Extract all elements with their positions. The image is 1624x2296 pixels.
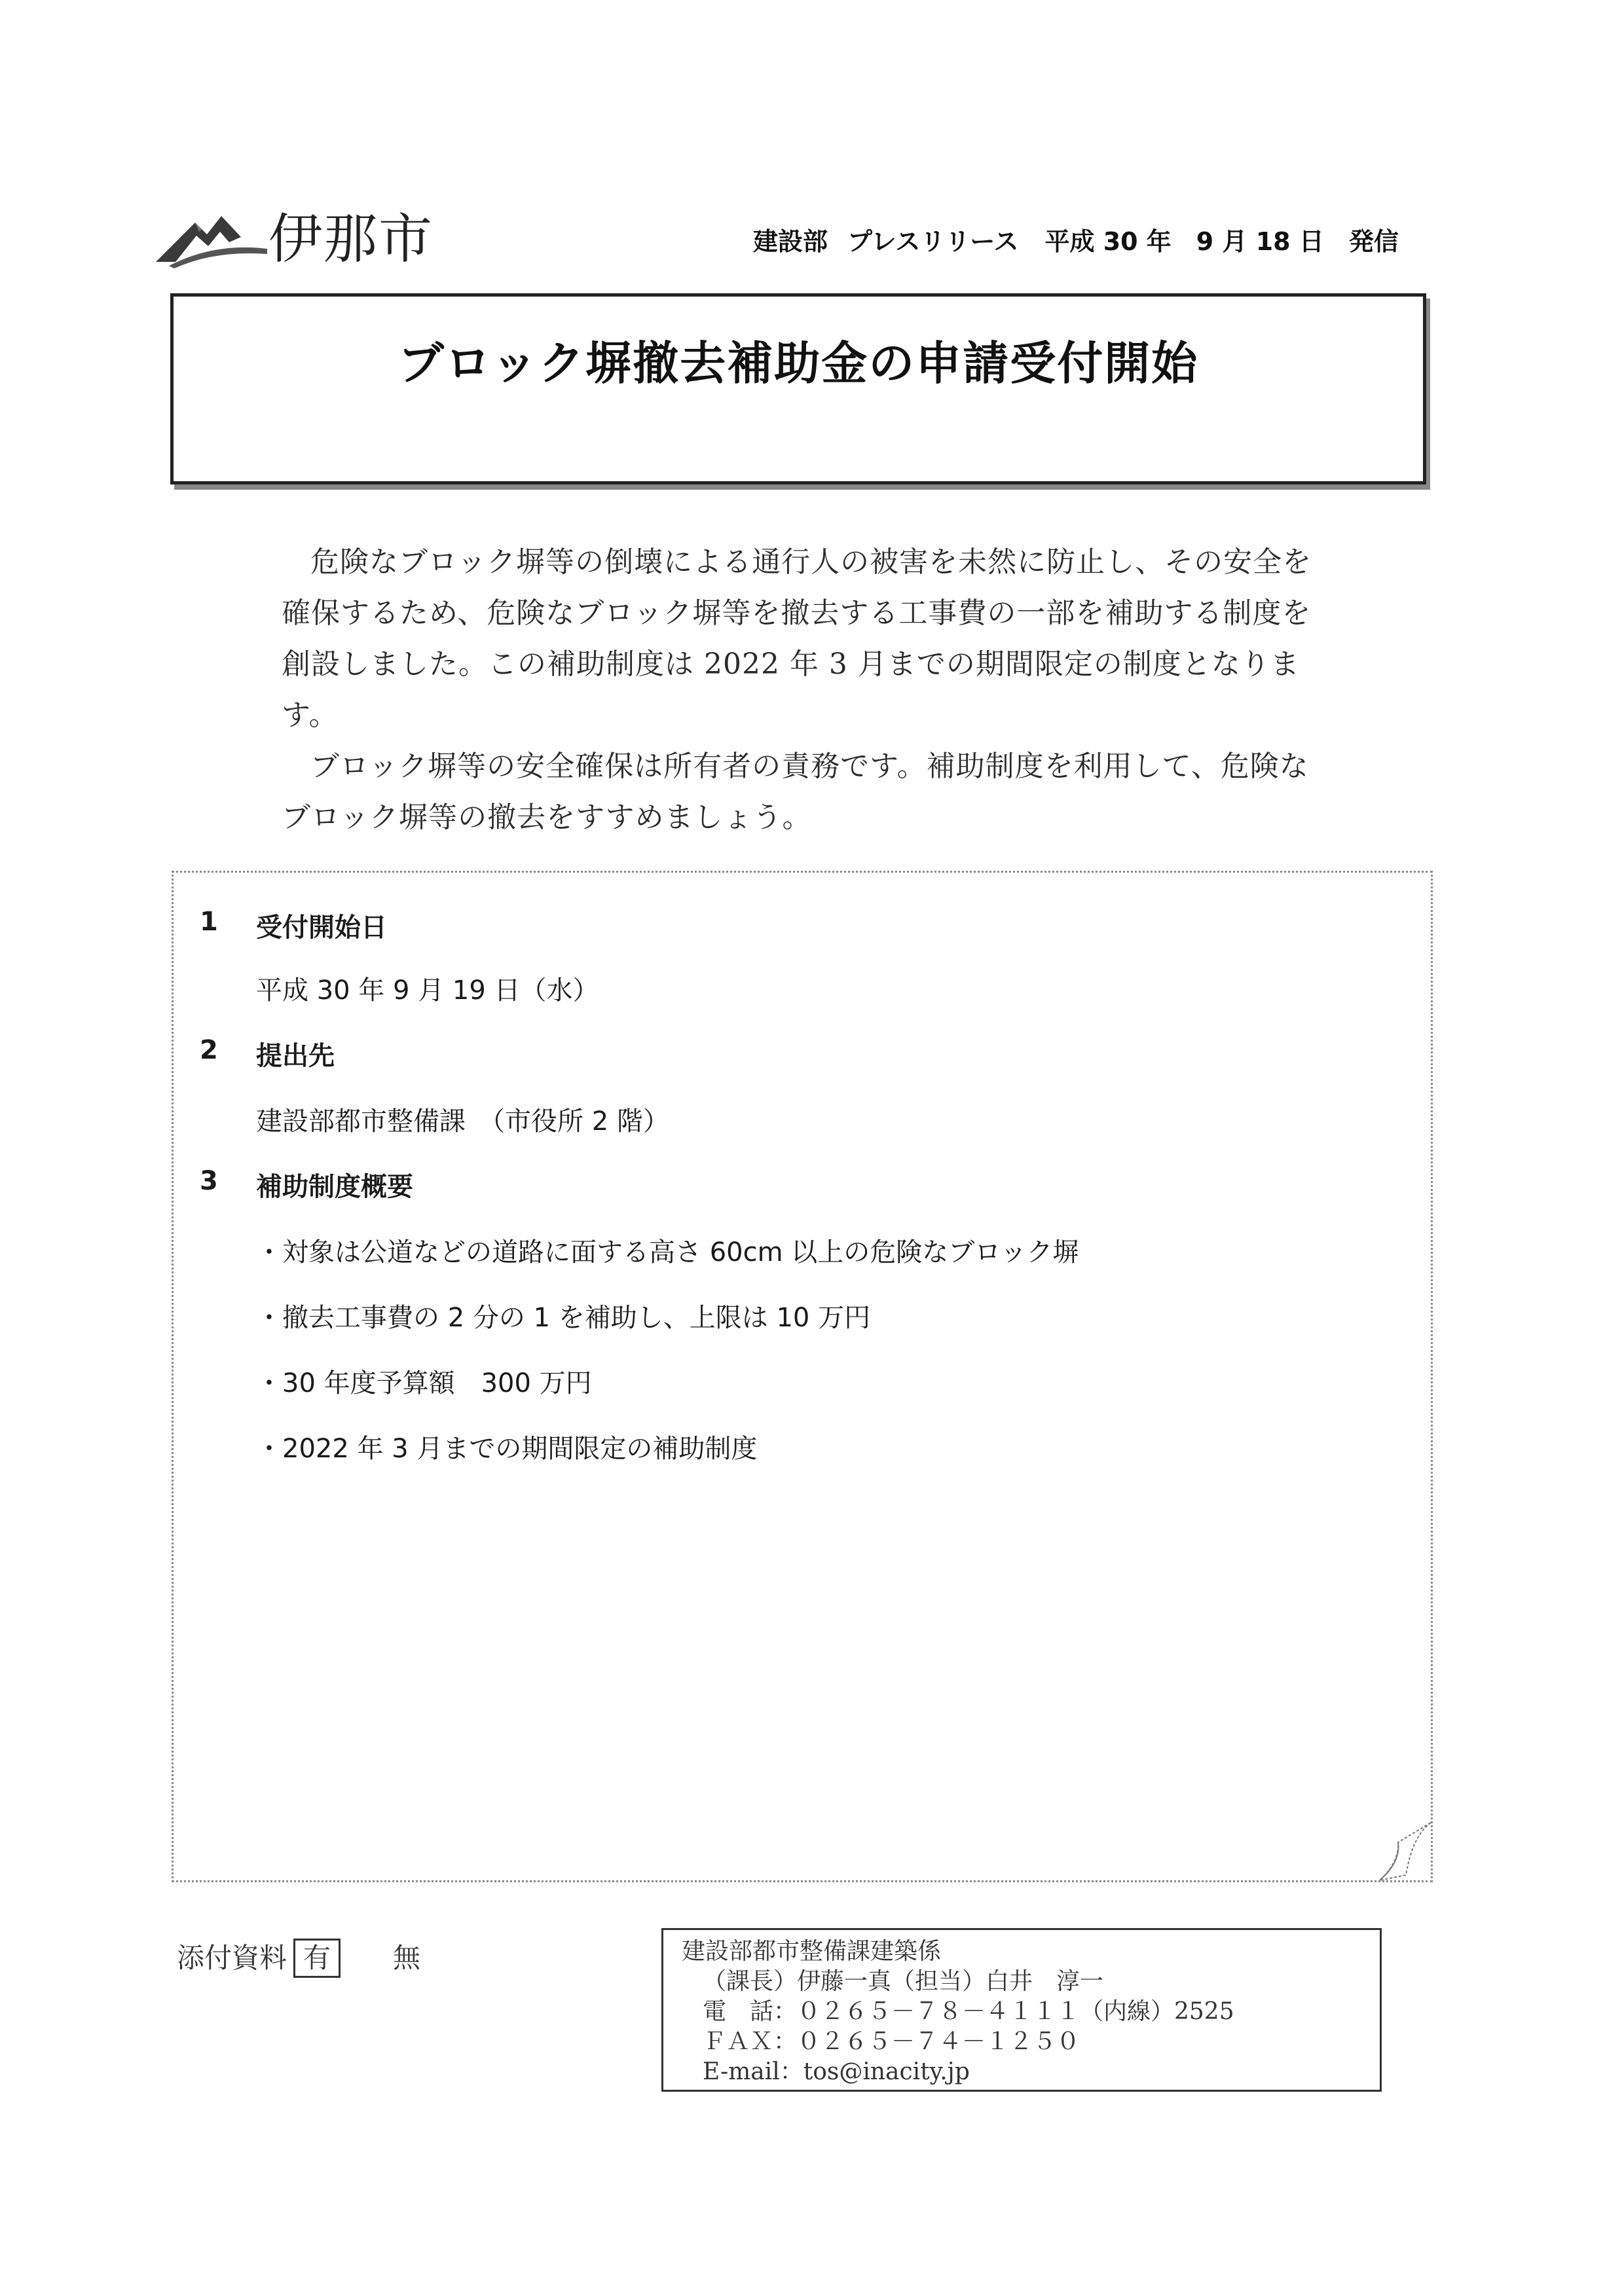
- attachment-yes: 有: [293, 1939, 341, 1978]
- section-1-title: 受付開始日: [256, 913, 387, 943]
- section-2-number: 2: [200, 1035, 218, 1065]
- section-2-title: 提出先: [256, 1041, 335, 1071]
- intro-paragraph-1: 危険なブロック塀等の倒壊による通行人の被害を未然に防止し、その安全を確保するため、危険なブロック塀等を撤去する工事費の一部を補助する制度を創設しました。この補助制度は 2022 年 3 月までの期間限定の制度となります。: [282, 545, 1312, 732]
- page-title: ブロック塀撤去補助金の申請受付開始: [397, 337, 1199, 390]
- section-1-number: 1: [200, 907, 218, 937]
- contact-box: [661, 1928, 1382, 2092]
- attachment-row: [177, 1937, 420, 1978]
- overview-bullet: ・対象は公道などの道路に面する高さ 60cm 以上の危険なブロック塀: [256, 1237, 1079, 1267]
- city-logo: [156, 190, 437, 282]
- overview-bullet: ・30 年度予算額 300 万円: [256, 1368, 592, 1398]
- section-3-title: 補助制度概要: [256, 1172, 413, 1202]
- section-1-body: 平成 30 年 9 月 19 日（水）: [256, 975, 599, 1006]
- attachment-no: 無: [393, 1942, 421, 1974]
- attachment-label: 添付資料: [177, 1942, 287, 1974]
- logo-text: 伊那市: [268, 208, 434, 270]
- overview-bullet: ・2022 年 3 月までの期間限定の補助制度: [256, 1434, 758, 1464]
- mountain-logo-icon: [156, 203, 267, 268]
- intro-text: [282, 537, 1329, 843]
- details-box: [172, 871, 1433, 1882]
- department-label: 建設部: [753, 227, 828, 256]
- intro-paragraph-2: ブロック塀等の安全確保は所有者の責務です。補助制度を利用して、危険なブロック塀等の撤去をすすめましょう。: [282, 750, 1309, 834]
- contact-phone: 電 話：０２６５－７８－４１１１（内線）2525: [703, 1998, 1234, 2025]
- overview-bullet: ・撤去工事費の 2 分の 1 を補助し、上限は 10 万円: [256, 1303, 871, 1333]
- contact-persons: （課長）伊藤一真（担当）白井 淳一: [703, 1968, 1104, 1995]
- page-curl-icon: [1360, 1810, 1432, 1882]
- contact-fax: ＦＡＸ：０２６５－７４－１２５０: [703, 2028, 1080, 2055]
- section-2-body: 建設部都市整備課 （市役所 2 階）: [256, 1106, 669, 1137]
- section-3-number: 3: [200, 1166, 218, 1196]
- contact-email: E-mail：tos@inacity.jp: [703, 2058, 970, 2085]
- press-release-line: [753, 221, 1399, 257]
- release-date: 平成 30 年 9 月 18 日 発信: [1044, 227, 1399, 256]
- contact-division: 建設部都市整備課建築係: [682, 1938, 942, 1965]
- release-label: プレスリリース: [847, 227, 1019, 256]
- title-box: [170, 293, 1426, 484]
